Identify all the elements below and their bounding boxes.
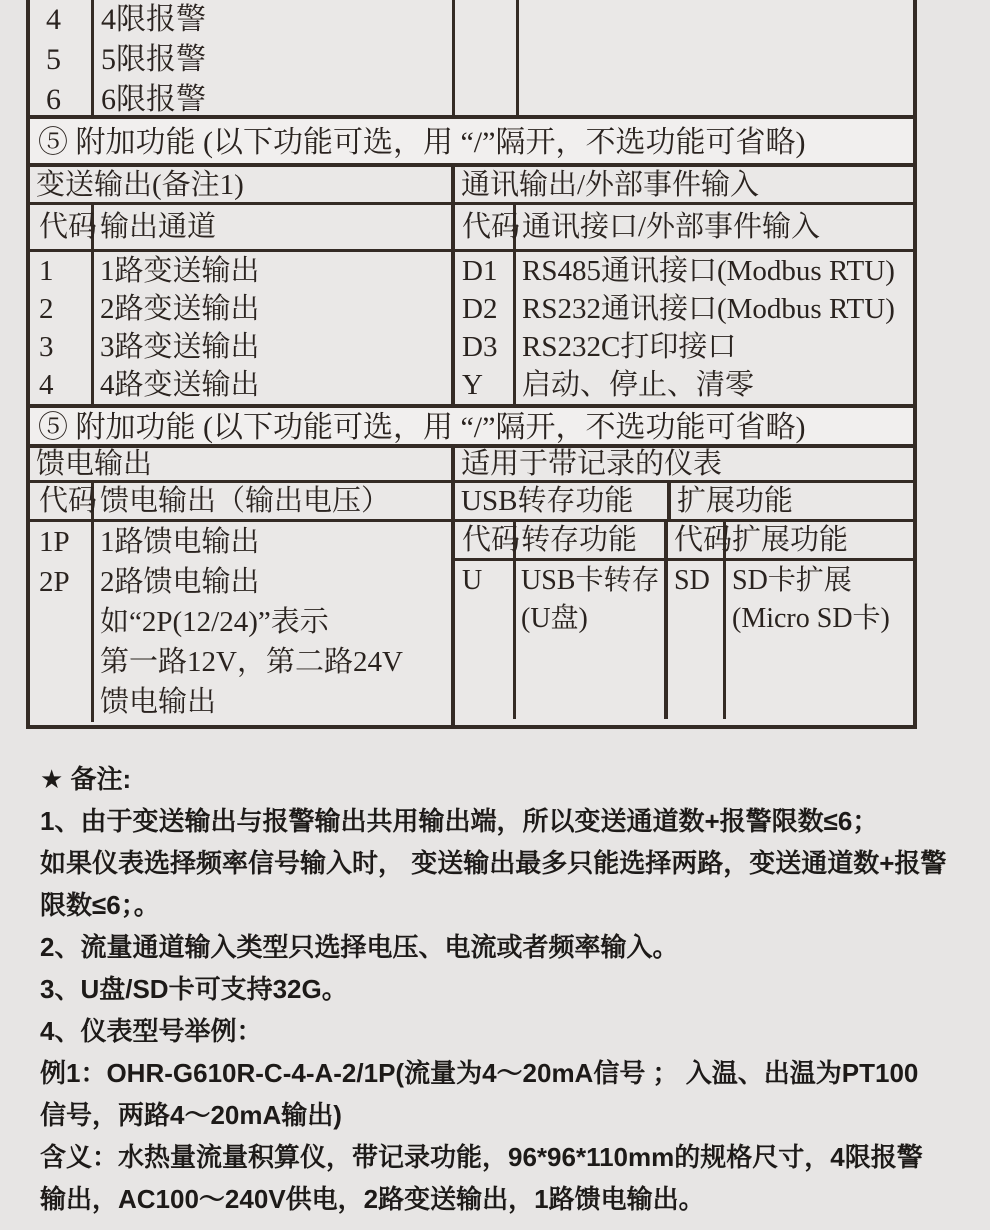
alarm-code: 4 <box>46 3 61 36</box>
alarm-code: 5 <box>46 43 61 76</box>
remark-line: 1、由于变送输出与报警输出共用输出端，所以变送通道数+报警限数≤6； <box>40 806 879 836</box>
transmit-code: 4 <box>39 369 54 401</box>
transmit-desc: 4路变送输出 <box>100 369 260 401</box>
transmit-desc: 2路变送输出 <box>100 293 260 325</box>
remark-line: 输出，AC100～240V供电，2路变送输出，1路馈电输出。 <box>40 1184 705 1214</box>
comm-desc: RS232通讯接口(Modbus RTU) <box>522 293 895 325</box>
feed-output-section <box>30 483 455 725</box>
table1-header-row <box>30 205 913 252</box>
feed-desc: 如“2P(12/24)”表示 <box>100 606 329 638</box>
alarm-desc: 4限报警 <box>101 3 206 36</box>
table1-title-row <box>30 167 913 205</box>
table2-right-title: 适用于带记录的仪表 <box>461 448 723 480</box>
comm-code: D1 <box>462 255 498 287</box>
feed-code: 2P <box>39 566 70 598</box>
comm-desc: RS232C打印接口 <box>522 331 737 363</box>
usb-code: U <box>455 561 516 719</box>
remark-line: 含义：水热量流量积算仪，带记录功能，96*96*110mm的规格尺寸，4限报警 <box>40 1142 923 1172</box>
remark-line: 如果仪表选择频率信号输入时， 变送输出最多只能选择两路，变送通道数+报警 <box>40 848 947 878</box>
table1-left-code-header: 代码 <box>30 205 94 249</box>
sd-section-title: 扩展功能 <box>677 485 794 517</box>
sd-desc-header: 扩展功能 <box>732 524 849 556</box>
remark-line: 例1：OHR-G610R-C-4-A-2/1P(流量为4～20mA信号 ； 入温、出温为PT100 <box>40 1058 919 1088</box>
transmit-desc: 1路变送输出 <box>100 255 260 287</box>
table2-left-title: 馈电输出 <box>36 448 153 480</box>
table1-right-code-header: 代码 <box>455 205 516 249</box>
feed-desc: 第一路12V，第二路24V <box>100 646 403 678</box>
transmit-code: 2 <box>39 293 54 325</box>
alarm-desc: 6限报警 <box>101 83 206 116</box>
alarm-code: 6 <box>46 83 61 116</box>
table1-right-desc-header: 通讯接口/外部事件输入 <box>522 211 821 243</box>
feed-code: 1P <box>39 526 70 558</box>
table1-left-desc-header: 输出通道 <box>100 211 217 243</box>
record-section <box>455 483 913 725</box>
table2-left-code-header: 代码 <box>30 483 94 519</box>
alarm-desc: 5限报警 <box>101 43 206 76</box>
table-bottom-border <box>30 725 913 729</box>
table2-left-desc-header: 馈电输出（输出电压） <box>100 485 391 517</box>
table1-data-rows <box>30 252 913 404</box>
usb-desc-header: 转存功能 <box>516 522 668 558</box>
remarks-block <box>40 758 990 1220</box>
remark-line: 3、U盘/SD卡可支持32G。 <box>40 974 348 1004</box>
alarm-desc-column <box>94 0 455 115</box>
ordering-spec-table <box>26 0 917 729</box>
sd-desc: SD卡扩展 (Micro SD卡) <box>732 565 890 634</box>
section5-header-2: ⑤ 附加功能 (以下功能可选，用 “/”隔开，不选功能可省略) <box>30 408 913 448</box>
usb-desc: USB卡转存 (U盘) <box>516 561 668 719</box>
remark-line: 4、仪表型号举例： <box>40 1016 263 1046</box>
empty-desc-column <box>519 0 913 115</box>
feed-desc: 馈电输出 <box>100 686 217 718</box>
remark-line: 限数≤6；。 <box>40 890 160 920</box>
table2-body <box>30 483 913 725</box>
transmit-desc: 3路变送输出 <box>100 331 260 363</box>
section5-header-1: ⑤ 附加功能 (以下功能可选，用 “/”隔开，不选功能可省略) <box>30 119 913 167</box>
transmit-code: 1 <box>39 255 54 287</box>
comm-code: Y <box>462 369 483 401</box>
alarm-table-partial <box>30 0 913 119</box>
sd-code: SD <box>668 561 726 719</box>
comm-desc: RS485通讯接口(Modbus RTU) <box>522 255 895 287</box>
table1-left-title: 变送输出(备注1) <box>36 169 244 201</box>
comm-code: D2 <box>462 293 498 325</box>
feed-desc: 2路馈电输出 <box>100 566 260 598</box>
usb-code-header: 代码 <box>455 522 516 558</box>
alarm-code-column <box>30 0 94 115</box>
comm-code: D3 <box>462 331 498 363</box>
remark-line: 2、流量通道输入类型只选择电压、电流或者频率输入。 <box>40 932 679 962</box>
comm-desc: 启动、停止、清零 <box>522 369 755 401</box>
empty-code-column <box>455 0 519 115</box>
usb-section-title: USB转存功能 <box>455 483 671 519</box>
remark-line: 信号，两路4～20mA输出) <box>40 1100 342 1130</box>
remarks-title: ★ 备注: <box>40 764 132 794</box>
transmit-code: 3 <box>39 331 54 363</box>
table1-right-title: 通讯输出/外部事件输入 <box>461 169 760 201</box>
feed-desc: 1路馈电输出 <box>100 526 260 558</box>
sd-code-header: 代码 <box>668 522 726 558</box>
table2-title-row <box>30 448 913 483</box>
